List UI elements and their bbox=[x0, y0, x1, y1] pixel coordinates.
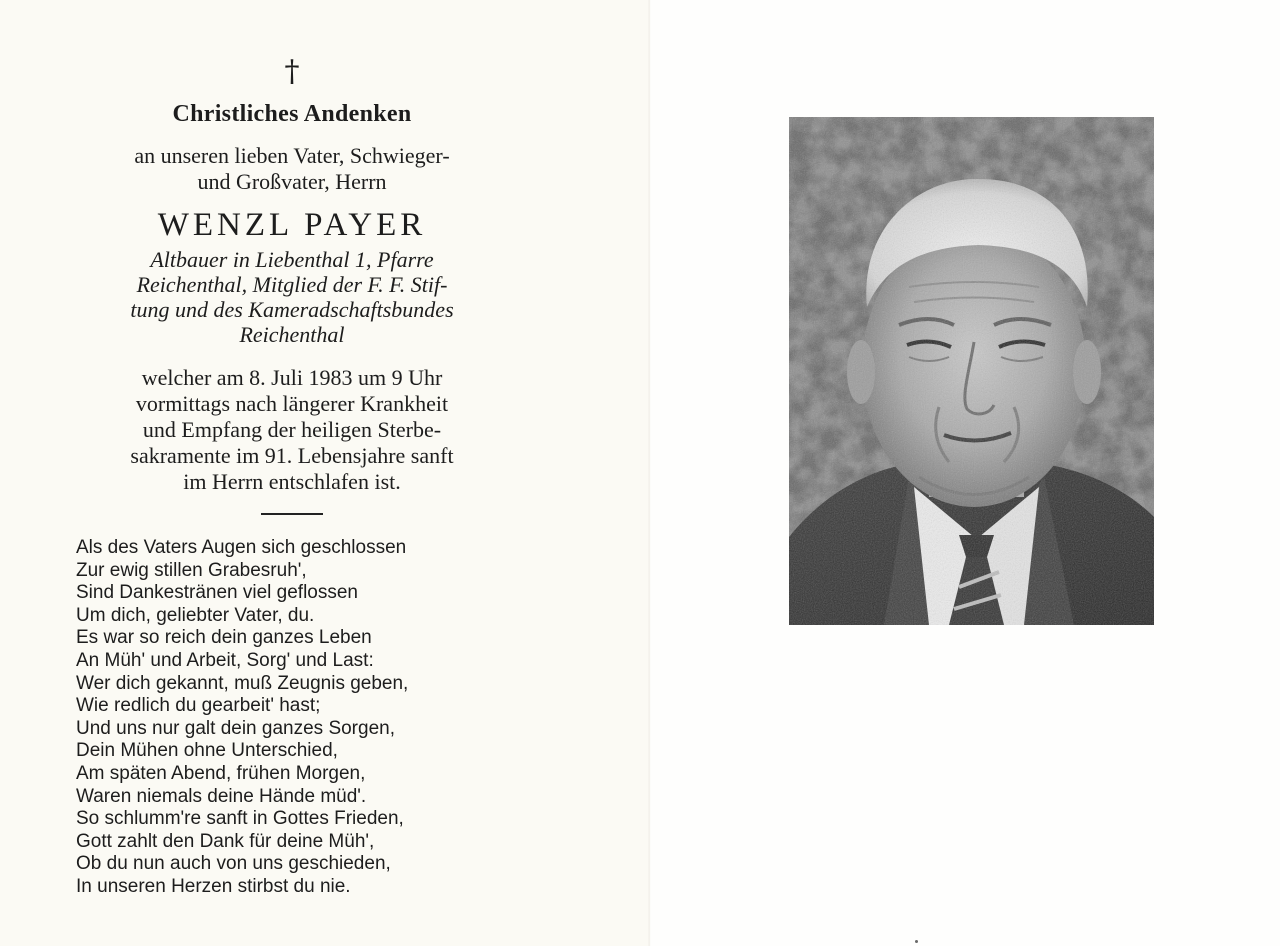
paper-speck bbox=[915, 940, 918, 943]
memorial-text-column bbox=[72, 55, 512, 899]
poem-line: Und uns nur galt dein ganzes Sorgen, bbox=[76, 717, 395, 739]
death-notice bbox=[72, 365, 512, 495]
deceased-description bbox=[72, 247, 512, 347]
poem-line: So schlumm're sanft in Gottes Frieden, bbox=[76, 808, 404, 830]
deceased-name: WENZL PAYER bbox=[157, 207, 427, 243]
description-line: tung und des Kameradschaftsbundes bbox=[130, 297, 454, 322]
poem-line: Um dich, geliebter Vater, du. bbox=[76, 604, 315, 626]
portrait-illustration bbox=[789, 117, 1154, 625]
card-fold bbox=[648, 0, 651, 946]
death-notice-line: im Herrn entschlafen ist. bbox=[183, 469, 401, 494]
poem-line: Als des Vaters Augen sich geschlossen bbox=[76, 537, 407, 558]
poem-line: Wie redlich du gearbeit' hast; bbox=[76, 695, 321, 717]
death-notice-line: sakramente im 91. Lebensjahre sanft bbox=[130, 443, 454, 468]
poem-line: Waren niemals deine Hände müd'. bbox=[76, 785, 367, 807]
poem-line: Es war so reich dein ganzes Leben bbox=[76, 627, 372, 649]
poem-line: In unseren Herzen stirbst du nie. bbox=[76, 875, 351, 897]
poem-line: Am späten Abend, frühen Morgen, bbox=[76, 762, 366, 784]
dedication bbox=[72, 143, 512, 195]
portrait-photo bbox=[789, 117, 1154, 625]
poem-line: Gott zahlt den Dank für deine Müh', bbox=[76, 830, 375, 852]
dedication-line: und Großvater, Herrn bbox=[197, 169, 387, 194]
death-notice-line: vormittags nach längerer Krankheit bbox=[135, 391, 449, 416]
memorial-poem bbox=[72, 537, 512, 899]
memorial-heading: Christliches Andenken bbox=[172, 101, 412, 127]
poem-line: Dein Mühen ohne Unterschied, bbox=[76, 740, 338, 762]
dedication-line: an unseren lieben Vater, Schwieger- bbox=[134, 143, 450, 168]
description-line: Reichenthal, Mitglied der F. F. Stif- bbox=[136, 272, 448, 297]
description-line: Altbauer in Liebenthal 1, Pfarre bbox=[150, 247, 434, 272]
poem-line: Sind Dankestränen viel geflossen bbox=[76, 582, 359, 604]
divider-rule bbox=[261, 513, 323, 515]
cross-icon: † bbox=[284, 54, 300, 89]
poem-line: Ob du nun auch von uns geschieden, bbox=[76, 853, 391, 875]
poem-line: Zur ewig stillen Grabesruh', bbox=[76, 559, 307, 581]
death-notice-line: und Empfang der heiligen Sterbe- bbox=[142, 417, 442, 442]
poem-line: Wer dich gekannt, muß Zeugnis geben, bbox=[76, 672, 409, 694]
poem-line: An Müh' und Arbeit, Sorg' und Last: bbox=[76, 649, 374, 671]
description-line: Reichenthal bbox=[239, 322, 345, 347]
death-notice-line: welcher am 8. Juli 1983 um 9 Uhr bbox=[141, 365, 443, 390]
